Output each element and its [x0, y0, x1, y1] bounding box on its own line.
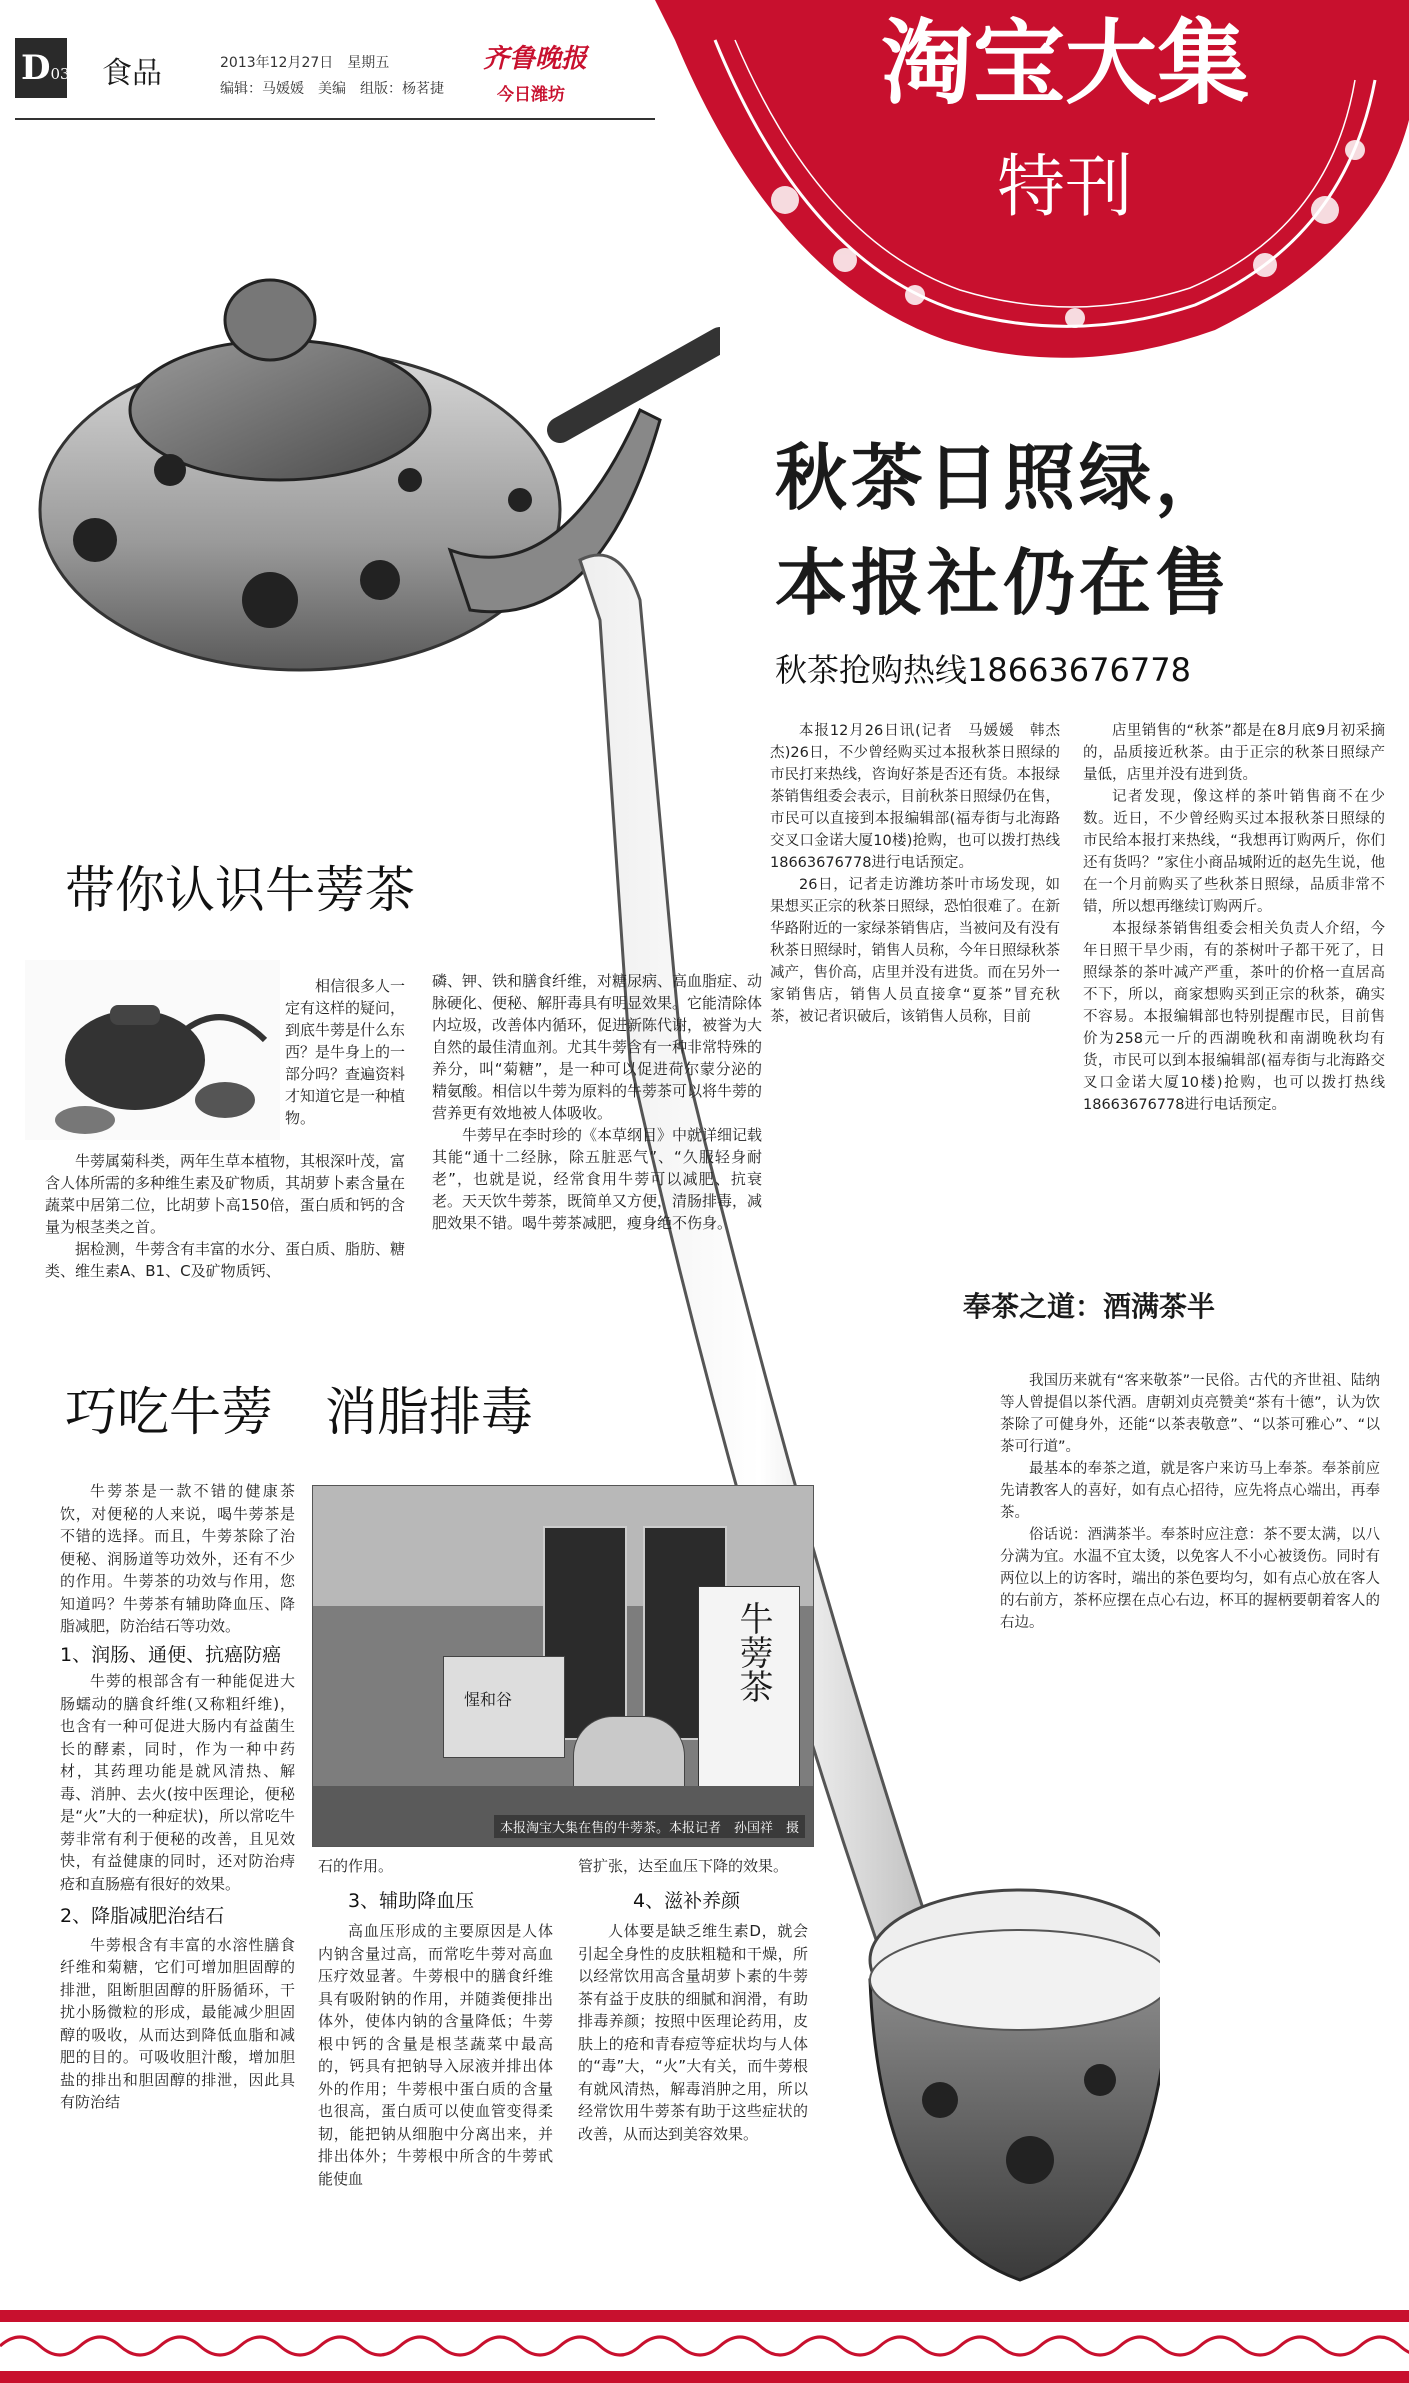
- photo-bag: [698, 1586, 800, 1788]
- paragraph: 店里销售的“秋茶”都是在8月底9月初采摘的，品质接近秋茶。由于正宗的秋茶日照绿产量低，店里并没有进到货。: [1083, 723, 1385, 783]
- burdock-intro-column-2: [432, 970, 762, 1234]
- benefits-column-2: [318, 1855, 553, 2190]
- paragraph: 牛蒡根含有丰富的水溶性膳食纤维和菊糖，它们可增加胆固醇的排泄，阻断胆固醇的肝肠循环，干扰小肠微粒的形成，最能减少胆固醇的吸收，从而达到降低血脂和减肥的目的。可吸收胆汁酸，增加胆盐的排出和胆固醇的排泄，因此具有防治结: [60, 1935, 295, 2111]
- photo-label: 惺和谷: [464, 1690, 513, 1709]
- paragraph: 牛蒡早在李时珍的《本草纲目》中就详细记载其能“通十二经脉，除五脏恶气”、“久服轻身耐老”，也就是说，经常食用牛蒡可以减肥、抗衰老。天天饮牛蒡茶，既简单又方便，清肠排毒，减肥效果不错。喝牛蒡茶减肥，瘦身绝不伤身。: [432, 1126, 763, 1232]
- newspaper-logo: 齐鲁晚报: [483, 44, 588, 74]
- main-headline-line2: 本报社仍在售: [775, 541, 1232, 625]
- paragraph: 最基本的奉茶之道，就是客户来访马上奉茶。奉茶前应先请教客人的喜好，如有点心招待，应先将点心端出，再奉茶。: [1000, 1461, 1380, 1521]
- editor-credits: 编辑：马媛媛 美编 组版：杨茗捷: [220, 81, 444, 97]
- paragraph: 记者发现，像这样的茶叶销售商不在少数。近日，不少曾经购买过本报秋茶日照绿的市民给本报打来热线，“我想再订购两斤，你们还有货吗？”家住小商品城附近的赵先生说，他在一个月前购买了些秋茶日照绿，品质非常不错，所以想再继续订购两斤。: [1083, 789, 1385, 915]
- paragraph: 我国历来就有“客来敬茶”一民俗。古代的齐世祖、陆纳等人曾提倡以茶代酒。唐朝刘贞亮赞美“茶有十德”，认为饮茶除了可健身外，还能“以茶表敬意”、“以茶可雅心”、“以茶可行道”。: [1000, 1373, 1380, 1455]
- tea-set-photo: [25, 960, 280, 1140]
- subheading-3: 3、辅助降血压: [348, 1889, 475, 1912]
- burdock-benefits-title: 巧吃牛蒡 消脂排毒: [65, 1383, 534, 1443]
- main-story-column-1: [770, 720, 1060, 1028]
- paragraph: 高血压形成的主要原因是人体内钠含量过高，而常吃牛蒡对高血压疗效显著。牛蒡根中的膳食纤维具有吸附钠的作用，并随粪便排出体外，使体内钠的含量降低；牛蒡根中钙的含量是根茎蔬菜中最高的，钙具有把钠导入尿液并排出体外的作用；牛蒡根中蛋白质的含量也很高，蛋白质可以使血管变得柔韧，能把钠从细胞中分离出来，并排出体外；牛蒡根中所含的牛蒡甙能使血: [318, 1922, 553, 2188]
- benefits-column-3: [578, 1855, 808, 2145]
- paragraph: 本报绿茶销售组委会相关负责人介绍，今年日照干旱少雨，有的茶树叶子都干死了，日照绿茶的茶叶减产严重，茶叶的价格一直居高不下，所以，商家想购买到正宗的秋茶，确实不容易。本报编辑部也特别提醒市民，目前售价为258元一斤的西湖晚秋和南湖晚秋均有货，市民可以到本报编辑部(福寿街与北海路交叉口金诺大厦10楼)抢购，也可以拨打热线18663676778进行电话预定。: [1083, 921, 1385, 1113]
- paragraph: 相信很多人一定有这样的疑问，到底牛蒡是什么东西？是牛身上的一部分吗？查遍资料才知道它是一种植物。: [285, 977, 406, 1127]
- paragraph: 人体要是缺乏维生素D，就会引起全身性的皮肤粗糙和干燥，所以经常饮用高含量胡萝卜素的牛蒡茶有益于皮肤的细腻和润滑，有助排毒养颜；按照中医理论药用，皮肤上的疮和青春痘等症状均与人体的“毒”大，“火”大有关，而牛蒡根有就风清热，解毒消肿之用，所以经常饮用牛蒡茶有助于这些症状的改善，从而达到美容效果。: [578, 1922, 808, 2143]
- burdock-intro-title: 带你认识牛蒡茶: [65, 861, 415, 919]
- paragraph: 石的作用。: [318, 1857, 394, 1875]
- photo-caption: 本报淘宝大集在售的牛蒡茶。本报记者 孙国祥 摄: [494, 1815, 805, 1838]
- hotline-subhead: 秋茶抢购热线18663676778: [775, 651, 1191, 689]
- paragraph: 据检测，牛蒡含有丰富的水分、蛋白质、脂肪、糖类、维生素A、B1、C及矿物质钙、: [45, 1240, 406, 1280]
- tea-etiquette-title: 奉茶之道：酒满茶半: [963, 1290, 1216, 1323]
- paragraph: 管扩张，达至血压下降的效果。: [578, 1857, 789, 1875]
- section-name: 食品: [102, 56, 162, 91]
- banner-title: 淘宝大集: [880, 10, 1250, 117]
- banner-subtitle: 特刊: [996, 148, 1134, 227]
- paragraph: 本报12月26日讯(记者 马媛媛 韩杰杰)26日，不少曾经购买过本报秋茶日照绿的市民打来热线，咨询好茶是否还有货。本报绿茶销售组委会表示，目前秋茶日照绿仍在售，市民可以直接到本报编辑部(福寿街与北海路交叉口金诺大厦10楼)抢购，也可以拨打热线18663676778进行电话预定。: [770, 723, 1060, 871]
- edition-name: 今日潍坊: [497, 85, 565, 105]
- page-letter: D: [21, 48, 51, 88]
- page-num: 03: [50, 65, 70, 83]
- product-photo: [312, 1485, 814, 1847]
- photo-box-light: [443, 1656, 565, 1758]
- subheading-4: 4、滋补养颜: [633, 1889, 741, 1912]
- special-issue-banner: [655, 0, 1409, 360]
- paragraph: 26日，记者走访潍坊茶叶市场发现，如果想买正宗的秋茶日照绿，恐怕很难了。在新华路附近的一家绿茶销售店，当被问及有没有秋茶日照绿时，销售人员称，今年日照绿秋茶减产，售价高，店里并没有进货。而在另外一家销售店，销售人员直接拿“夏茶”冒充秋茶，被记者识破后，该销售人员称，目前: [770, 877, 1060, 1025]
- issue-date: 2013年12月27日 星期五: [220, 55, 390, 71]
- main-story-column-2: [1083, 720, 1385, 1116]
- paragraph: 牛蒡茶是一款不错的健康茶饮，对便秘的人来说，喝牛蒡茶是不错的选择。而且，牛蒡茶除了治便秘、润肠道等功效外，还有不少的作用。牛蒡茶的功效与作用，您知道吗？牛蒡茶有辅助降血压、降脂减肥，防治结石等功效。: [60, 1482, 295, 1635]
- decorative-border: [0, 2310, 1409, 2383]
- main-headline-line1: 秋茶日照绿，: [775, 436, 1232, 520]
- tea-etiquette-body: [1000, 1370, 1380, 1634]
- paragraph: 磷、钾、铁和膳食纤维，对糖尿病、高血脂症、动脉硬化、便秘、解肝毒具有明显效果。它能清除体内垃圾，改善体内循环，促进新陈代谢，被誉为大自然的最佳清血剂。尤其牛蒡含有一种非常特殊的养分，叫“菊糖”，是一种可以促进荷尔蒙分泌的精氨酸。相信以牛蒡为原料的牛蒡茶可以将牛蒡的营养更有效地被人体吸收。: [432, 972, 763, 1122]
- burdock-intro-wrap: [285, 975, 405, 1129]
- subheading-2: 2、降脂减肥治结石: [60, 1905, 225, 1927]
- page-number-tag: [15, 38, 70, 98]
- subheading-1: 1、润肠、通便、抗癌防癌: [60, 1643, 282, 1666]
- photo-bag-label: 牛蒡茶: [733, 1601, 773, 1703]
- burdock-intro-column-1: [45, 1150, 405, 1282]
- paragraph: 牛蒡属菊科类，两年生草本植物，其根深叶茂，富含人体所需的多种维生素及矿物质，其胡萝卜素含量在蔬菜中居第二位，比胡萝卜高150倍，蛋白质和钙的含量为根茎类之首。: [45, 1152, 406, 1236]
- paragraph: 俗话说：酒满茶半。奉茶时应注意：茶不要太满，以八分满为宜。水温不宜太烫，以免客人不小心被烫伤。同时有两位以上的访客时，端出的茶色要均匀，如有点心放在客人的右前方，茶杯应摆在点心右边，杯耳的握柄要朝着客人的右边。: [1000, 1527, 1380, 1631]
- paragraph: 牛蒡的根部含有一种能促进大肠蠕动的膳食纤维(又称粗纤维)，也含有一种可促进大肠内有益菌生长的酵素，同时，作为一种中药材，其药理功能是就风清热、解毒、消肿、去火(按中医理论，便秘是“火”大的一种症状)，所以常吃牛蒡非常有利于便秘的改善，且见效快，有益健康的同时，还对防治痔疮和直肠癌有很好的效果。: [60, 1672, 295, 1893]
- benefits-column-1: [60, 1480, 295, 2114]
- header-rule: [15, 118, 655, 120]
